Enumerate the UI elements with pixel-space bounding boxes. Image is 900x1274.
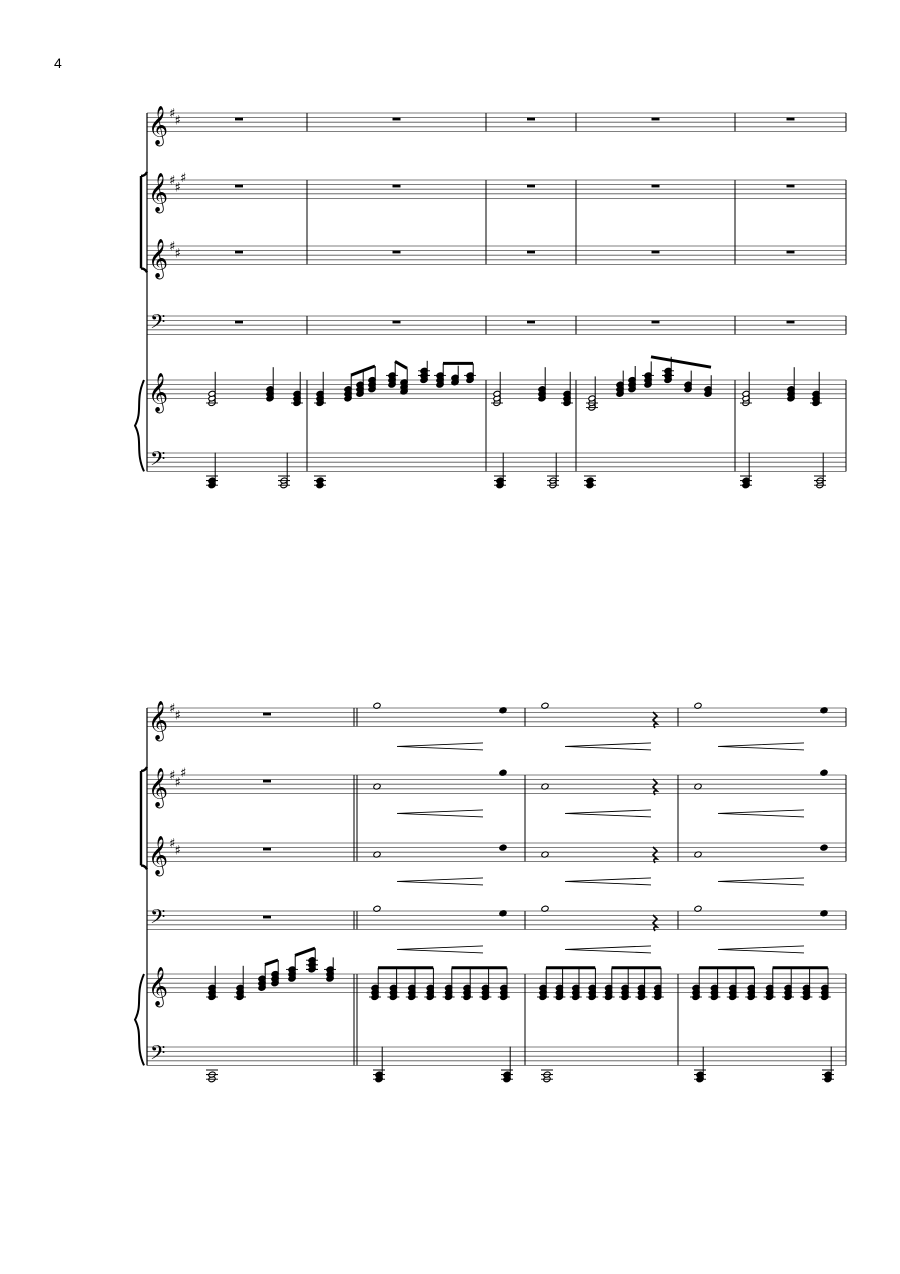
whole-rest [393,321,401,324]
crescendo-hairpin [565,946,651,953]
crescendo-hairpin [397,743,483,750]
bass-clef-icon: 𝄢 [150,904,166,933]
quarter-rest [653,712,657,728]
whole-rest [527,185,535,188]
whole-rest [787,321,795,324]
sharp-icon: ♯ [180,766,187,782]
whole-rest [263,780,271,783]
quarter-rest [653,847,657,863]
crescendo-hairpin [718,743,804,750]
sax-bracket [141,172,147,272]
sharp-icon: ♯ [180,171,187,187]
sharp-icon: ♯ [174,708,181,724]
whole-rest [787,185,795,188]
sharp-icon: ♯ [169,701,176,717]
treble-clef-icon: 𝄞 [148,835,169,876]
staff-ten [147,246,846,264]
whole-rest [263,848,271,851]
piano-brace [135,974,144,1065]
piano-brace [135,380,144,471]
staff-pnoB [147,1047,846,1065]
whole-rest [235,321,243,324]
treble-clef-icon: 𝄞 [148,105,169,146]
crescendo-hairpin [718,878,804,885]
crescendo-hairpin [397,878,483,885]
whole-rest [652,251,660,254]
whole-rest [393,185,401,188]
staff-tbn [147,316,846,334]
staff-ten [147,843,846,861]
staff-alto [147,180,846,198]
whole-rest [393,251,401,254]
treble-clef-icon: 𝄞 [148,966,169,1007]
whole-rest [235,185,243,188]
crescendo-hairpin [397,946,483,953]
sharp-icon: ♯ [169,173,176,189]
whole-rest [787,251,795,254]
note-beam [651,357,711,367]
whole-rest [527,251,535,254]
whole-rest [235,251,243,254]
sharp-icon: ♯ [174,113,181,129]
quarter-note [820,844,828,851]
quarter-rest [653,915,657,931]
whole-rest [652,185,660,188]
crescendo-hairpin [565,743,651,750]
staff-pno [147,974,846,992]
sharp-icon: ♯ [174,775,181,791]
whole-rest [235,118,243,121]
crescendo-hairpin [397,810,483,817]
sharp-icon: ♯ [174,180,181,196]
quarter-note [499,844,507,851]
sharp-icon: ♯ [174,843,181,859]
staff-tpt [147,113,846,131]
crescendo-hairpin [718,946,804,953]
whole-rest [527,321,535,324]
note-beam [295,948,315,955]
treble-clef-icon: 𝄞 [148,238,169,279]
sharp-icon: ♯ [174,246,181,262]
whole-rest [652,118,660,121]
whole-rest [263,916,271,919]
treble-clef-icon: 𝄞 [148,700,169,741]
sax-bracket [141,767,147,869]
whole-rest [263,713,271,716]
sharp-icon: ♯ [169,768,176,784]
treble-clef-icon: 𝄞 [148,767,169,808]
quarter-rest [653,779,657,795]
bass-clef-icon: 𝄢 [150,309,166,338]
note-beam [395,361,407,368]
treble-clef-icon: 𝄞 [148,372,169,413]
crescendo-hairpin [565,810,651,817]
sharp-icon: ♯ [169,836,176,852]
sharp-icon: ♯ [169,239,176,255]
crescendo-hairpin [718,810,804,817]
staff-tpt [147,708,846,726]
page-number: 4 [54,55,62,71]
whole-rest [527,118,535,121]
staff-pnoB [147,453,846,471]
sharp-icon: ♯ [169,106,176,122]
note-beam [265,960,278,965]
staff-tbn [147,911,846,929]
bass-clef-icon: 𝄢 [150,1040,166,1069]
staff-alto [147,775,846,793]
bass-clef-icon: 𝄢 [150,446,166,475]
whole-rest [652,321,660,324]
whole-rest [393,118,401,121]
whole-rest [787,118,795,121]
treble-clef-icon: 𝄞 [148,172,169,213]
crescendo-hairpin [565,878,651,885]
